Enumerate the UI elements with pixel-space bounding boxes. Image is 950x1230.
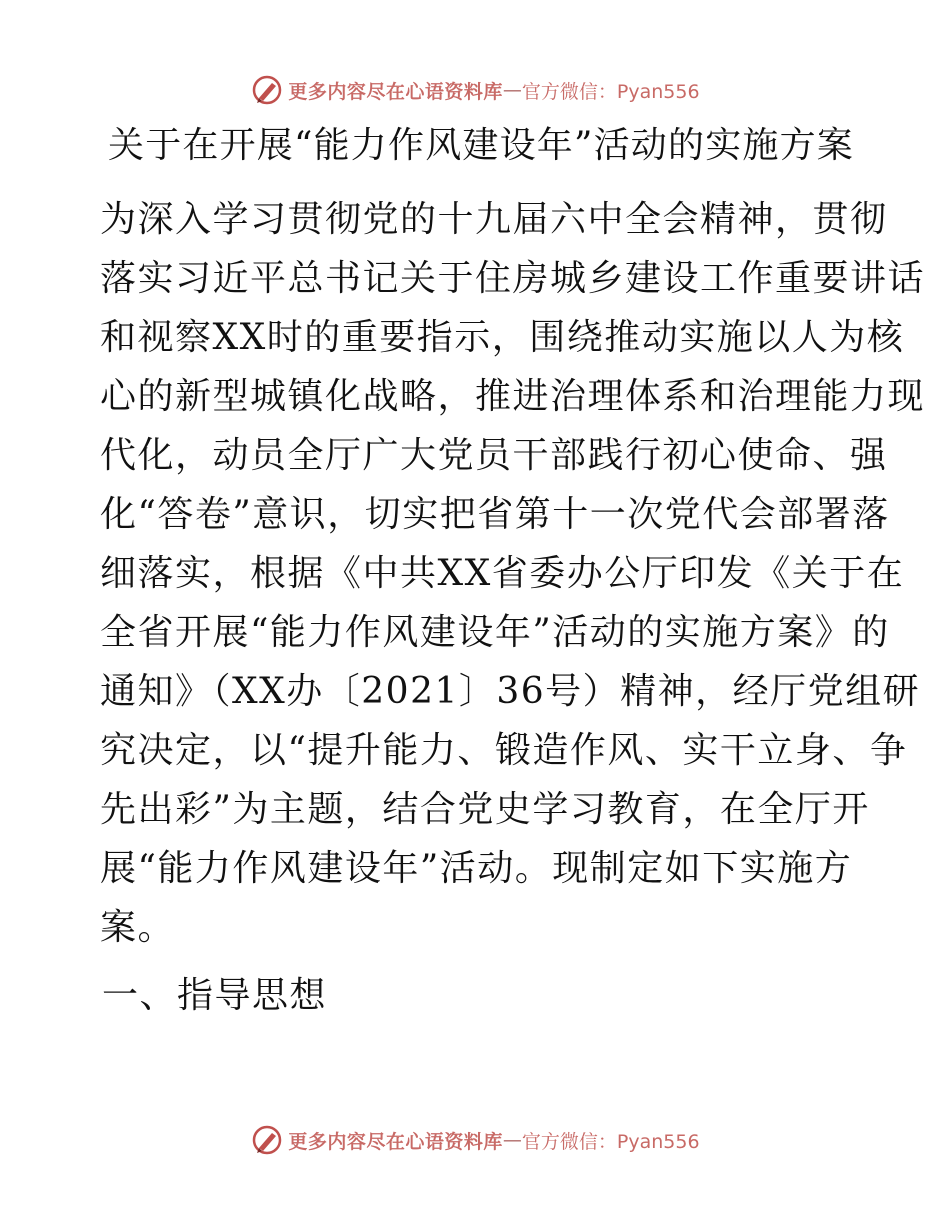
footer-watermark (0, 1120, 950, 1160)
watermark-text: 更多内容尽在心语资料库 (288, 80, 503, 103)
paragraph-line: 心的新型城镇化战略，推进治理体系和治理能力现 (100, 376, 926, 417)
header-watermark (0, 70, 950, 110)
paragraph-line: 和视察XX时的重要指示，围绕推动实施以人为核 (100, 317, 905, 358)
pen-logo-icon (250, 1123, 284, 1157)
paragraph-line: 先出彩”为主题，结合党史学习教育，在全厅开 (100, 789, 870, 830)
paragraph-line: 代化，动员全厅广大党员干部践行初心使命、强 (100, 435, 888, 476)
paragraph-line: 细落实，根据《中共XX省委办公厅印发《关于在 (100, 553, 905, 594)
watermark-separator: — (502, 79, 522, 101)
paragraph-line: 究决定，以“提升能力、锻造作风、实干立身、争 (100, 730, 908, 771)
paragraph-line: 展“能力作风建设年”活动。现制定如下实施方 (100, 848, 853, 889)
paragraph-line: 为深入学习贯彻党的十九届六中全会精神，贯彻 (100, 199, 888, 240)
pen-logo-icon (250, 73, 284, 107)
watermark-text: 更多内容尽在心语资料库 (288, 1130, 503, 1153)
paragraph-line: 落实习近平总书记关于住房城乡建设工作重要讲话 (100, 258, 926, 299)
section-heading: 一、指导思想 (102, 975, 328, 1016)
watermark-contact: 官方微信：Pyan556 (521, 1130, 700, 1153)
paragraph-line: 通知》（XX办〔2021〕36号）精神，经厅党组研 (100, 671, 921, 712)
watermark-separator: — (502, 1129, 522, 1151)
watermark-contact: 官方微信：Pyan556 (521, 80, 700, 103)
paragraph-line: 案。 (100, 907, 176, 948)
document-title: 关于在开展“能力作风建设年”活动的实施方案 (108, 125, 855, 166)
paragraph-line: 化“答卷”意识，切实把省第十一次党代会部署落 (100, 494, 890, 535)
paragraph-line: 全省开展“能力作风建设年”活动的实施方案》的 (100, 612, 890, 653)
